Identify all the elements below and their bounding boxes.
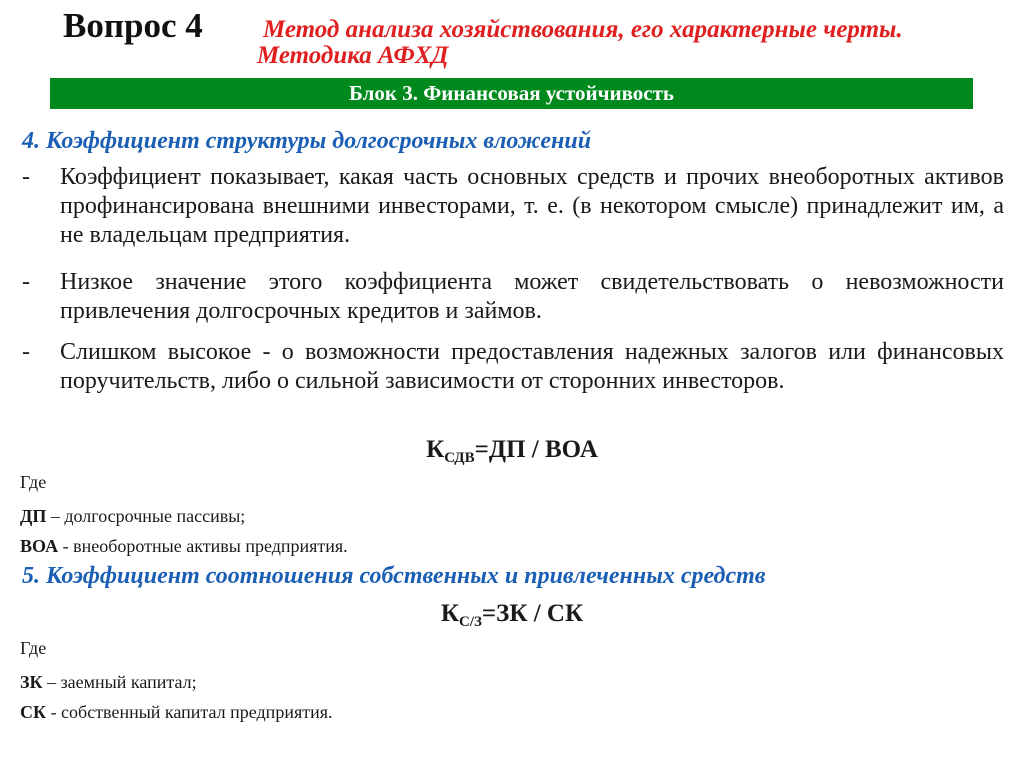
- slide-title-line-2: Методика АФХД: [257, 42, 449, 69]
- formula-ksz: [0, 600, 1024, 631]
- definition-desc: - внеоборотные активы предприятия.: [58, 536, 348, 556]
- definition-term: ЗК: [20, 672, 43, 692]
- bullet-item-3: [22, 338, 1004, 396]
- where-label: Где: [20, 472, 47, 492]
- definition-desc: – долгосрочные пассивы;: [46, 506, 246, 526]
- bullet-text: Низкое значение этого коэффициента может свидетельствовать о невозможности привлечения долгосрочных кредитов и займов.: [60, 269, 1004, 324]
- definition-voa: [20, 536, 348, 557]
- definition-desc: – заемный капитал;: [42, 672, 197, 692]
- definition-term: ВОА: [20, 536, 59, 556]
- definition-sk: [20, 702, 333, 723]
- bullet-text: Слишком высокое - о возможности предоставления надежных залогов или финансовых поручительств, либо о сильной зависимости от сторонних инвесторов.: [60, 339, 1004, 394]
- bullet-dash: -: [22, 269, 30, 295]
- section-4-heading: 4. Коэффициент структуры долгосрочных вложений: [22, 128, 592, 154]
- bullet-text: Коэффициент показывает, какая часть основных средств и прочих внеоборотных активов профинансирована внешними инвесторами, т. е. (в некотором смысле) принадлежит им, а не владельцам предприятия.: [60, 164, 1004, 248]
- definition-term: СК: [20, 702, 47, 722]
- slide-title-line-1: Метод анализа хозяйствования, его характерные черты.: [263, 16, 903, 43]
- definition-desc: - собственный капитал предприятия.: [46, 702, 333, 722]
- section-5-heading: 5. Коэффициент соотношения собственных и привлеченных средств: [22, 563, 766, 589]
- definition-dp: [20, 506, 245, 527]
- definition-term: ДП: [20, 506, 47, 526]
- formula-base: К: [440, 600, 459, 627]
- block-banner: Блок 3. Финансовая устойчивость: [50, 78, 973, 109]
- bullet-dash: -: [22, 339, 30, 365]
- question-label: Вопрос 4: [63, 6, 203, 45]
- formula-base: К: [426, 436, 445, 463]
- bullet-item-2: [22, 268, 1004, 326]
- formula-expression: =ДП / ВОА: [474, 436, 598, 463]
- formula-subscript: СДВ: [444, 450, 475, 466]
- bullet-item-1: [22, 163, 1004, 250]
- formula-expression: =ЗК / СК: [481, 600, 584, 627]
- where-label: Где: [20, 638, 47, 658]
- definition-zk: [20, 672, 197, 693]
- formula-ksdv: [0, 436, 1024, 467]
- bullet-dash: -: [22, 164, 30, 190]
- formula-subscript: С/З: [459, 614, 482, 630]
